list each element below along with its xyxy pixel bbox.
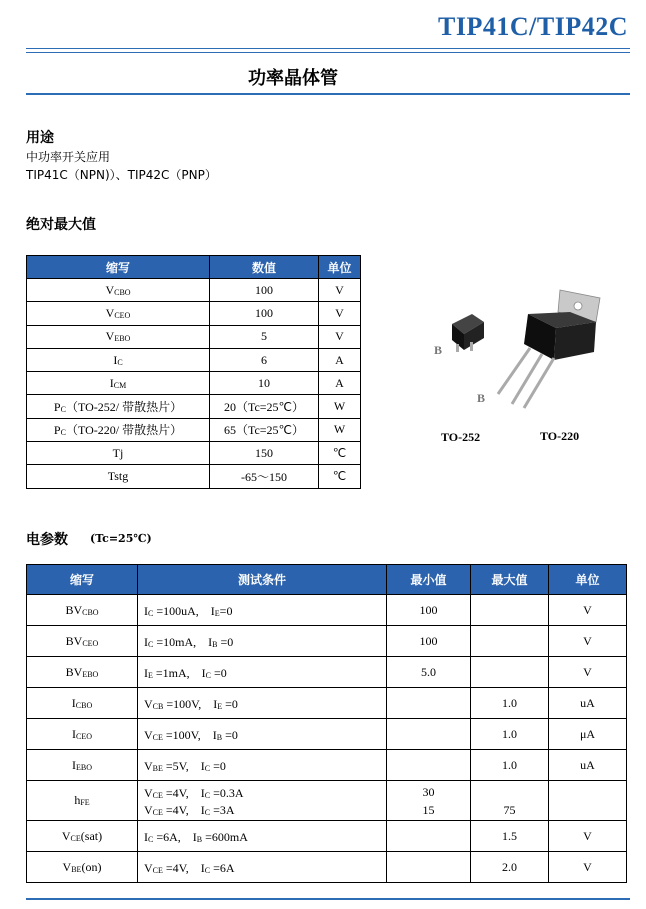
unit-cell — [549, 781, 627, 821]
value-cell: 65（Tc=25℃） — [210, 418, 319, 441]
col-header-max: 最大值 — [471, 565, 549, 595]
symbol-cell: $I_{EBO}$ — [27, 750, 138, 781]
min-cell — [387, 821, 471, 852]
table-row — [27, 395, 361, 418]
max-cell — [471, 626, 549, 657]
symbol-cell: $I_{CM}$ — [27, 372, 210, 395]
table-row — [27, 719, 627, 750]
value-cell: 100 — [210, 302, 319, 325]
unit-cell: V — [549, 852, 627, 883]
table-row — [27, 325, 361, 348]
max-cell: 2.0 — [471, 852, 549, 883]
unit-cell: uA — [549, 688, 627, 719]
value-cell: 6 — [210, 348, 319, 371]
condition-cell: $I_E =1mA$, $I_C =0$ — [138, 657, 387, 688]
to220-label: TO-220 — [540, 429, 580, 443]
max-cell — [471, 657, 549, 688]
symbol-cell: $BV_{EBO}$ — [27, 657, 138, 688]
max-ratings-title: 绝对最大值 — [26, 217, 96, 233]
condition-cell: $V_{CE} =4V$, $I_C =6A$ — [138, 852, 387, 883]
value-cell: 100 — [210, 279, 319, 302]
electrical-table — [26, 564, 627, 883]
unit-cell: V — [319, 279, 361, 302]
symbol-cell: $I_C$ — [27, 348, 210, 371]
pin-b-label-to220: B — [477, 391, 486, 405]
min-cell — [387, 852, 471, 883]
table-row — [27, 302, 361, 325]
min-cell — [387, 719, 471, 750]
electrical-title: 电参数 — [26, 532, 68, 548]
table-row — [27, 279, 361, 302]
unit-cell: uA — [549, 750, 627, 781]
condition-cell: $V_{BE} =5V$, $I_C =0$ — [138, 750, 387, 781]
condition-cell: $I_C =100uA$, $I_E=0$ — [138, 595, 387, 626]
table-row — [27, 781, 627, 821]
value-cell: 150 — [210, 442, 319, 465]
symbol-cell: $BV_{CBO}$ — [27, 595, 138, 626]
col-header-value: 数值 — [210, 256, 319, 279]
unit-cell: V — [549, 595, 627, 626]
page-subtitle: 功率晶体管 — [248, 68, 338, 89]
condition-cell: $V_{CE} =4V$, $I_C =0.3A$ $V_{CE} =4V$, $I_C =3A$ — [138, 781, 387, 821]
to252-package-icon — [452, 314, 484, 352]
table-row — [27, 626, 627, 657]
col-header-symbol: 缩写 — [27, 256, 210, 279]
to252-label: TO-252 — [441, 430, 481, 444]
symbol-cell: Tstg — [27, 465, 210, 488]
unit-cell: A — [319, 372, 361, 395]
condition-cell: $I_C =6A$, $I_B =600mA$ — [138, 821, 387, 852]
max-cell — [471, 595, 549, 626]
unit-cell: V — [549, 626, 627, 657]
max-cell: 1.0 — [471, 719, 549, 750]
condition-cell: $I_C =10mA$, $I_B =0$ — [138, 626, 387, 657]
electrical-condition: (Tc=25℃) — [90, 532, 152, 545]
table-row — [27, 348, 361, 371]
table-row — [27, 442, 361, 465]
max-cell: 1.0 — [471, 688, 549, 719]
symbol-cell: $P_C(TO-220/$ 带散热片） — [27, 418, 210, 441]
table-row — [27, 750, 627, 781]
value-cell: 20（Tc=25℃） — [210, 395, 319, 418]
to220-package-icon — [498, 290, 600, 408]
table-row — [27, 657, 627, 688]
min-cell: 5.0 — [387, 657, 471, 688]
symbol-cell: $I_{CBO}$ — [27, 688, 138, 719]
usage-title: 用途 — [26, 130, 54, 146]
symbol-cell: $V_{CE}(sat)$ — [27, 821, 138, 852]
col-header-condition: 测试条件 — [138, 565, 387, 595]
table-row — [27, 688, 627, 719]
unit-cell: ℃ — [319, 465, 361, 488]
condition-cell: $V_{CB} =100V$, $I_E =0$ — [138, 688, 387, 719]
unit-cell: ℃ — [319, 442, 361, 465]
table-row — [27, 821, 627, 852]
symbol-cell: $I_{CEO}$ — [27, 719, 138, 750]
min-cell: 30 15 — [387, 781, 471, 821]
min-cell — [387, 750, 471, 781]
max-cell: 1.0 — [471, 750, 549, 781]
max-cell: 1.5 — [471, 821, 549, 852]
min-cell: 100 — [387, 626, 471, 657]
table-row — [27, 465, 361, 488]
header-rule — [26, 48, 630, 53]
symbol-cell: $V_{EBO}$ — [27, 325, 210, 348]
symbol-cell: $V_{CEO}$ — [27, 302, 210, 325]
unit-cell: A — [319, 348, 361, 371]
usage-line-1: 中功率开关应用 — [26, 150, 111, 164]
col-header-unit: 单位 — [549, 565, 627, 595]
unit-cell: W — [319, 418, 361, 441]
value-cell: -65～150 — [210, 465, 319, 488]
usage-line-2: TIP41C（NPN)）、TIP42C（PNP） — [26, 168, 217, 182]
unit-cell: V — [549, 657, 627, 688]
footer-rule — [26, 898, 630, 900]
col-header-unit: 单位 — [319, 256, 361, 279]
subtitle-rule — [26, 93, 630, 95]
table-row — [27, 852, 627, 883]
model-title: TIP41C/TIP42C — [438, 12, 628, 41]
symbol-cell: $P_C(TO-252/$ 带散热片） — [27, 395, 210, 418]
table-row — [27, 418, 361, 441]
pin-b-label-to252: B — [434, 343, 443, 357]
min-cell — [387, 688, 471, 719]
min-cell: 100 — [387, 595, 471, 626]
unit-cell: V — [319, 302, 361, 325]
max-ratings-table — [26, 255, 361, 489]
unit-cell: V — [549, 821, 627, 852]
symbol-cell: $V_{BE}(on)$ — [27, 852, 138, 883]
symbol-cell: $h_{FE}$ — [27, 781, 138, 821]
table-row — [27, 595, 627, 626]
unit-cell: V — [319, 325, 361, 348]
value-cell: 5 — [210, 325, 319, 348]
col-header-symbol: 缩写 — [27, 565, 138, 595]
symbol-cell: $V_{CBO}$ — [27, 279, 210, 302]
col-header-min: 最小值 — [387, 565, 471, 595]
max-cell: 75 — [471, 781, 549, 821]
condition-cell: $V_{CE} =100V$, $I_B =0$ — [138, 719, 387, 750]
table-row — [27, 372, 361, 395]
package-image — [420, 282, 620, 412]
symbol-cell: Tj — [27, 442, 210, 465]
symbol-cell: $BV_{CEO}$ — [27, 626, 138, 657]
unit-cell: W — [319, 395, 361, 418]
unit-cell: μA — [549, 719, 627, 750]
value-cell: 10 — [210, 372, 319, 395]
